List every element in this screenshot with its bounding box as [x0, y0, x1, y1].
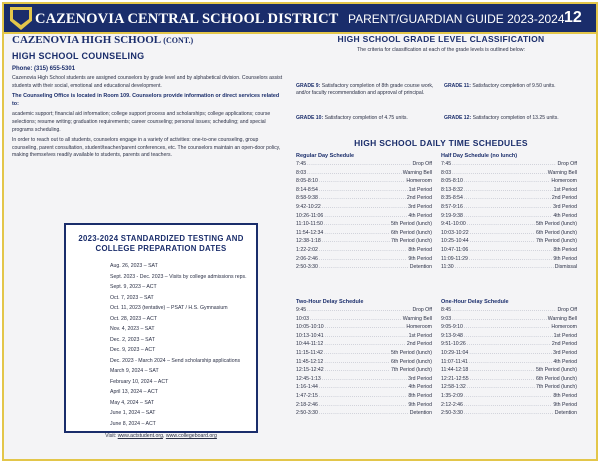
schedule-row [441, 323, 577, 332]
dot-leader [469, 358, 552, 367]
dot-leader [452, 169, 547, 178]
schedule-label: Warning Bell [547, 169, 577, 176]
dot-leader [324, 340, 406, 349]
schedule-label: Homeroom [406, 324, 432, 331]
schedule-row [441, 358, 577, 367]
testing-date-row: February 10, 2024 – ACT [110, 378, 169, 385]
dot-leader [467, 340, 551, 349]
schedule-label: 1st Period [553, 332, 577, 339]
schedule-row [296, 169, 432, 178]
schedule-time: 1:16-1:44 [296, 384, 318, 391]
crest-icon [10, 7, 32, 30]
schedule-time: 11:44-12:18 [441, 367, 469, 374]
schedule-row [296, 375, 432, 384]
schedule-row [441, 306, 577, 315]
schedule-label: 7th Period (lunch) [536, 384, 577, 391]
schedule-label: 5th Period (lunch) [536, 221, 577, 228]
schedule-label: Warning Bell [402, 315, 432, 322]
schedule-time: 2:50-3:30 [296, 264, 318, 271]
schedule-label: Dismissal [554, 264, 577, 271]
testing-date-row: Sept. 2023 - Dec. 2023 – Visits by college admissions reps. [110, 273, 247, 280]
schedule-row [296, 263, 432, 272]
schedule-label: 4th Period [408, 212, 432, 219]
schedule-time: 11:54-12:34 [296, 229, 324, 236]
schedule-time: 12:21-12:55 [441, 375, 469, 382]
schedule-label: 6th Period (lunch) [536, 375, 577, 382]
district-name: CAZENOVIA CENTRAL SCHOOL DISTRICT [35, 11, 339, 27]
schedule-row [296, 392, 432, 401]
testing-date-row: Oct. 7, 2023 – SAT [110, 294, 154, 301]
regular-schedule-heading: Regular Day Schedule [296, 153, 355, 159]
schedule-row [296, 401, 432, 410]
page-number: 12 [564, 9, 582, 26]
schedule-time: 11:45-12:12 [296, 358, 324, 365]
schedule-label: Homeroom [551, 178, 577, 185]
dot-leader [324, 220, 390, 229]
schedule-row [296, 332, 432, 341]
collegeboard-link[interactable]: www.collegeboard.org [165, 433, 217, 439]
schedule-time: 9:19-9:38 [441, 212, 463, 219]
counseling-para-4: In order to reach out to all students, counselors engage in a variety of activities: one-to-one counseling, group counseling, parent consultation, student/teacher/parent conferences, etc. The counselors maintain an open-door policy, making themselves readily available to students, parents and teachers. [12, 137, 281, 159]
schedule-label: 4th Period [553, 212, 577, 219]
schedule-time: 10:29-11:04 [441, 349, 469, 356]
dot-leader [464, 194, 551, 203]
schedule-row [441, 246, 577, 255]
schedules-title: HIGH SCHOOL DAILY TIME SCHEDULES [354, 138, 528, 148]
schedule-row [296, 349, 432, 358]
schedule-label: 8th Period [553, 246, 577, 253]
dot-leader [310, 315, 402, 324]
schedule-time: 9:05-9:10 [441, 324, 463, 331]
schedule-label: 3rd Period [408, 203, 432, 210]
schedule-label: 2nd Period [406, 195, 432, 202]
schedule-row [441, 340, 577, 349]
schedule-label: 8th Period [553, 392, 577, 399]
schedule-row [441, 366, 577, 375]
schedule-label: 3rd Period [408, 375, 432, 382]
schedule-time: 9:51-10:26 [441, 341, 466, 348]
schedule-label: 3rd Period [553, 203, 577, 210]
schedule-time: 10:25-10:44 [441, 238, 469, 245]
schedule-label: 9th Period [553, 401, 577, 408]
schedule-row [441, 237, 577, 246]
grade-10-criteria: GRADE 10: Satisfactory completion of 4.75 units. [296, 115, 408, 121]
schedule-label: 8th Period [408, 246, 432, 253]
schedule-time: 11:30 [441, 264, 454, 271]
schedule-row [296, 177, 432, 186]
schedule-label: 7th Period (lunch) [391, 367, 432, 374]
dot-leader [319, 194, 406, 203]
dot-leader [319, 383, 407, 392]
schedule-time: 8:35-8:54 [441, 195, 463, 202]
schedule-row [441, 392, 577, 401]
schedule-row [441, 220, 577, 229]
schedule-time: 10:03-10:22 [441, 229, 469, 236]
dot-leader [324, 358, 390, 367]
schedule-time: 8:03 [441, 169, 452, 176]
schedule-time: 2:18-2:46 [296, 401, 318, 408]
dot-leader [319, 186, 408, 195]
schedule-row [441, 332, 577, 341]
schedule-label: 5th Period (lunch) [391, 221, 432, 228]
dot-leader [319, 255, 407, 264]
schedule-row [296, 323, 432, 332]
schedule-label: 4th Period [408, 384, 432, 391]
dot-leader [324, 212, 407, 221]
dot-leader [467, 220, 535, 229]
dot-leader [452, 160, 556, 169]
schedule-row [441, 375, 577, 384]
dot-leader [470, 237, 535, 246]
schedule-time: 2:12-2:46 [441, 401, 463, 408]
schedule-time: 1:35-2:09 [441, 392, 463, 399]
classification-title: HIGH SCHOOL GRADE LEVEL CLASSIFICATION [337, 34, 545, 44]
dot-leader [464, 332, 553, 341]
schedule-label: 9th Period [408, 401, 432, 408]
schedule-row [296, 383, 432, 392]
dot-leader [307, 160, 411, 169]
dot-leader [319, 392, 407, 401]
dot-leader [469, 366, 535, 375]
guide-title: PARENT/GUARDIAN GUIDE 2023-2024 [348, 12, 565, 26]
schedule-label: 2nd Period [551, 195, 577, 202]
schedule-label: 1st Period [408, 332, 432, 339]
schedule-time: 8:05-8:10 [441, 178, 463, 185]
testing-date-row: Dec. 2023 - March 2024 – Send scholarship applications [110, 357, 241, 364]
schedule-label: Detention [554, 410, 577, 417]
dot-leader [319, 409, 409, 418]
testing-date-row: April 13, 2024 – ACT [110, 389, 158, 395]
dot-leader [464, 409, 554, 418]
dot-leader [464, 212, 552, 221]
two-hour-schedule-heading: Two-Hour Delay Schedule [296, 299, 364, 305]
schedule-label: 6th Period (lunch) [391, 229, 432, 236]
schedule-label: 9th Period [553, 255, 577, 262]
schedule-time: 9:41-10:00 [441, 221, 466, 228]
dot-leader [464, 323, 550, 332]
schedule-time: 9:13-9:48 [441, 332, 463, 339]
schedule-time: 2:06-2:46 [296, 255, 318, 262]
dot-leader [322, 237, 390, 246]
dot-leader [324, 349, 390, 358]
schedule-row [296, 237, 432, 246]
dot-leader [325, 323, 406, 332]
left-column [12, 34, 284, 160]
half-day-schedule [441, 152, 577, 272]
schedule-time: 9:03 [441, 315, 452, 322]
dot-leader [469, 246, 552, 255]
schedule-row [441, 169, 577, 178]
dot-leader [319, 263, 409, 272]
schedule-label: 6th Period (lunch) [391, 358, 432, 365]
one-hour-schedule-heading: One-Hour Delay Schedule [441, 299, 509, 305]
counseling-phone: Phone: (315) 655-5301 [12, 66, 76, 72]
half-day-schedule-heading: Half Day Schedule (no lunch) [441, 153, 518, 159]
counseling-para-1: Cazenovia High School students are assigned counselors by grade level and by alphabetical division. Counselors assist students with their social, emotional and educational development. [12, 75, 283, 89]
dot-leader [464, 177, 550, 186]
schedule-time: 10:03 [296, 315, 309, 322]
dot-leader [455, 263, 554, 272]
schedule-label: Drop Off [557, 307, 577, 313]
counseling-para-2: The Counseling Office is located in Room 109. Counselors provide information or direct services related to: [12, 93, 280, 107]
schedule-row [296, 203, 432, 212]
schedule-time: 11:07-11:41 [441, 358, 468, 365]
schedule-time: 9:42-10:22 [296, 203, 321, 210]
testing-date-row: Nov. 4, 2023 – SAT [110, 326, 155, 332]
schedule-time: 7:45 [441, 161, 452, 167]
testing-title: 2023-2024 STANDARDIZED TESTING AND COLLEGE PREPARATION DATES [78, 234, 244, 253]
schedule-time: 10:47-11:06 [441, 246, 469, 253]
dot-leader [325, 366, 390, 375]
dot-leader [307, 169, 402, 178]
schedule-row [296, 255, 432, 264]
schedule-label: 6th Period (lunch) [536, 229, 577, 236]
schedule-time: 8:45 [441, 307, 452, 313]
testing-dates-box [64, 223, 258, 439]
schedule-label: 7th Period (lunch) [536, 238, 577, 245]
testing-date-row: Dec. 2, 2023 – SAT [110, 336, 155, 343]
schedule-label: 2nd Period [406, 341, 432, 348]
schedule-row [441, 194, 577, 203]
testing-date-row: June 1, 2024 – SAT [110, 410, 156, 416]
schedule-label: 7th Period (lunch) [391, 238, 432, 245]
schedule-row [441, 349, 577, 358]
schedule-time: 2:50-3:30 [441, 410, 463, 417]
schedule-time: 8:57-9:16 [441, 203, 463, 210]
schedule-time: 7:45 [296, 161, 307, 167]
schedule-time: 8:14-8:54 [296, 186, 318, 193]
testing-dates-list [110, 261, 256, 429]
schedule-row [441, 401, 577, 410]
regular-schedule [296, 152, 432, 272]
dot-leader [470, 375, 535, 384]
testing-date-row: Oct. 28, 2023 – ACT [110, 315, 158, 322]
testing-date-row: Oct. 11, 2023 (tentative) – PSAT / H.S. Gymnasium [110, 305, 228, 311]
act-link[interactable]: www.actstudent.org [117, 433, 163, 439]
schedule-label: 1st Period [408, 186, 432, 193]
schedule-label: 1st Period [553, 186, 577, 193]
testing-date-row: June 8, 2024 – ACT [110, 420, 156, 427]
grade-11-criteria: GRADE 11: Satisfactory completion of 9.50 units. [444, 83, 556, 89]
schedule-label: 5th Period (lunch) [391, 349, 432, 356]
schedule-time: 8:13-8:32 [441, 186, 463, 193]
counseling-heading: HIGH SCHOOL COUNSELING [12, 51, 145, 61]
schedule-row [296, 212, 432, 221]
schedule-label: Detention [409, 410, 432, 417]
schedule-time: 12:58-1:32 [441, 384, 466, 391]
dot-leader [322, 203, 407, 212]
schedule-row [296, 340, 432, 349]
dot-leader [470, 229, 535, 238]
dot-leader [469, 349, 552, 358]
schedule-row [441, 212, 577, 221]
one-hour-delay-schedule [441, 298, 577, 418]
schedule-time: 2:50-3:30 [296, 410, 318, 417]
schedule-row [296, 220, 432, 229]
dot-leader [467, 383, 535, 392]
dot-leader [322, 375, 407, 384]
dot-leader [319, 177, 405, 186]
dot-leader [325, 332, 408, 341]
schedule-time: 10:05-10:10 [296, 324, 324, 331]
schedule-time: 10:44-11:12 [296, 341, 324, 348]
schedule-row [441, 263, 577, 272]
schedule-time: 11:10-11:50 [296, 221, 323, 228]
schedule-time: 8:03 [296, 169, 307, 176]
schedule-label: Drop Off [412, 161, 432, 167]
testing-date-row: Aug. 26, 2023 – SAT [110, 263, 158, 269]
testing-date-row: May 4, 2024 – SAT [110, 399, 155, 406]
page-header [4, 4, 596, 34]
schedule-time: 8:05-8:10 [296, 178, 318, 185]
schedule-row [296, 186, 432, 195]
testing-date-row: Sept. 9, 2023 – ACT [110, 284, 157, 290]
schedule-label: Warning Bell [547, 315, 577, 322]
dot-leader [324, 229, 390, 238]
schedule-row [296, 229, 432, 238]
schedule-label: 5th Period (lunch) [536, 367, 577, 374]
section-title: CAZENOVIA HIGH SCHOOL (CONT.) [12, 34, 194, 46]
schedule-label: 9th Period [408, 255, 432, 262]
schedule-label: 4th Period [553, 358, 577, 365]
schedule-time: 10:26-11:06 [296, 212, 324, 219]
schedule-time: 11:09-11:29 [441, 255, 468, 262]
testing-date-row: Dec. 9, 2023 – ACT [110, 347, 156, 353]
schedule-row [441, 160, 577, 169]
schedule-time: 12:15-12:42 [296, 367, 324, 374]
schedule-label: Detention [409, 264, 432, 271]
schedule-time: 10:13-10:41 [296, 332, 324, 339]
dot-leader [452, 306, 556, 315]
counseling-para-3: academic support; financial aid information; college support process and scholarships; college applications; course selections; resume writing; graduation requirements; career counseling; personal issues; scheduling; and special programs scheduling. [12, 111, 271, 133]
two-hour-delay-schedule [296, 298, 432, 418]
dot-leader [464, 203, 552, 212]
testing-visit-links: Visit: www.actstudent.org, www.collegeboard.org [105, 433, 217, 439]
schedule-row [441, 229, 577, 238]
classification-subtitle: The criteria for classification at each of the grade levels is outlined below: [357, 47, 525, 53]
schedule-row [296, 306, 432, 315]
schedule-label: Homeroom [406, 178, 432, 185]
grade-9-criteria: GRADE 9: Satisfactory completion of 8th grade course work, and/or faculty recommendation and approval of principal. [296, 83, 434, 97]
schedule-row [296, 358, 432, 367]
grade-12-criteria: GRADE 12: Satisfactory completion of 13.25 units. [444, 115, 559, 121]
schedule-time: 12:45-1:13 [296, 375, 321, 382]
schedule-row [441, 177, 577, 186]
schedule-row [441, 203, 577, 212]
dot-leader [319, 246, 407, 255]
schedule-row [296, 160, 432, 169]
schedule-time: 8:58-9:38 [296, 195, 318, 202]
schedule-row [441, 409, 577, 418]
schedule-row [441, 186, 577, 195]
schedule-label: 8th Period [408, 392, 432, 399]
schedule-row [441, 315, 577, 324]
schedule-row [441, 255, 577, 264]
dot-leader [469, 255, 552, 264]
schedule-label: Warning Bell [402, 169, 432, 176]
schedule-time: 1:22-2:02 [296, 246, 318, 253]
schedule-label: Drop Off [412, 307, 432, 313]
dot-leader [452, 315, 547, 324]
schedule-label: 3rd Period [553, 349, 577, 356]
schedule-row [296, 194, 432, 203]
schedule-label: 2nd Period [551, 341, 577, 348]
schedule-label: Drop Off [557, 161, 577, 167]
testing-date-row: March 9, 2024 – SAT [110, 368, 159, 374]
schedule-time: 11:15-11:42 [296, 349, 323, 356]
dot-leader [464, 401, 552, 410]
dot-leader [464, 186, 553, 195]
schedule-time: 12:38-1:18 [296, 238, 321, 245]
dot-leader [307, 306, 411, 315]
schedule-row [296, 246, 432, 255]
classification-section [296, 34, 586, 53]
schedule-row [441, 383, 577, 392]
schedule-row [296, 366, 432, 375]
schedule-row [296, 409, 432, 418]
schedule-label: Homeroom [551, 324, 577, 331]
schedule-time: 1:47-2:15 [296, 392, 318, 399]
schedule-row [296, 315, 432, 324]
schedule-time: 9:45 [296, 307, 307, 313]
dot-leader [464, 392, 552, 401]
dot-leader [319, 401, 407, 410]
